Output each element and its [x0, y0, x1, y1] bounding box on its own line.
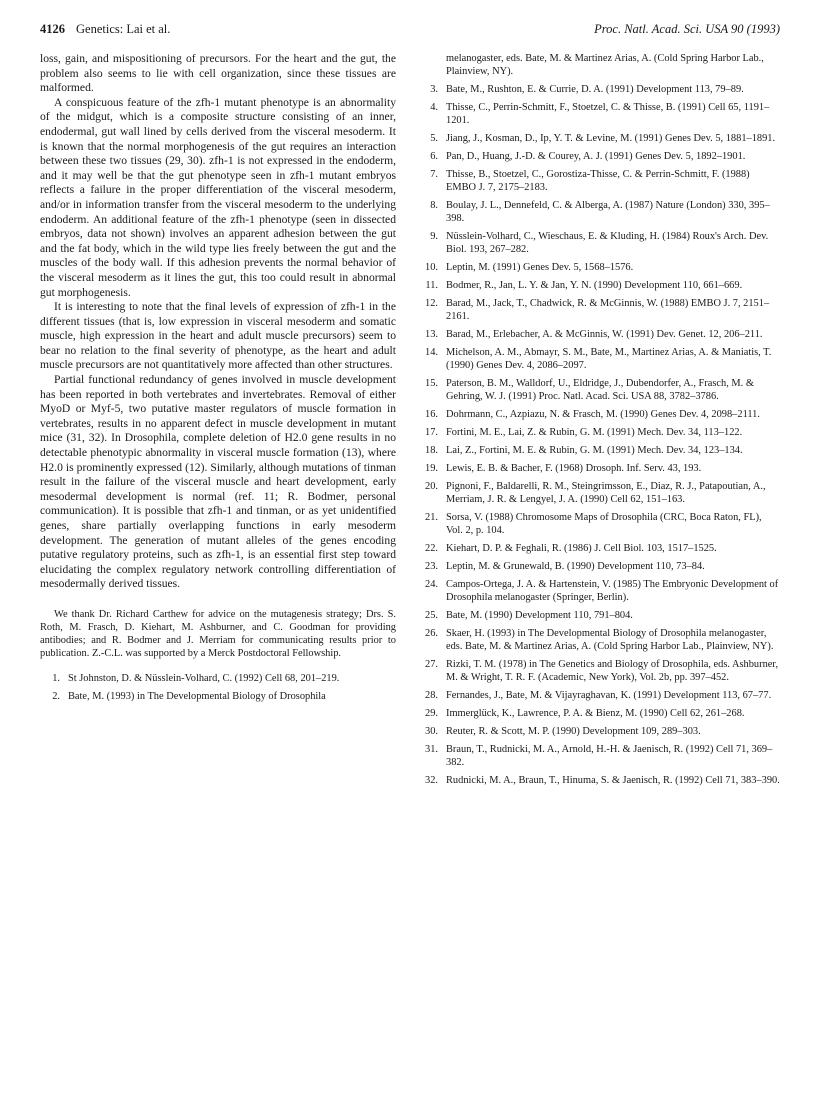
reference-number: 24. [425, 579, 438, 590]
reference-number: 28. [425, 690, 438, 701]
body-paragraph: A conspicuous feature of the zfh-1 mutant phenotype is an abnormality of the midgut, which is a composite structure consisting of an inner, endodermal, gut wall lined by cells derived from the visceral mesoderm. It is known that the normal morphogenesis of the gut requires an interaction between these two tissues (29, 30). zfh-1 is not expressed in the endoderm, and it may well be that the gut phenotype seen in zfh-1 mutant embryos reflects a failure in the proper differentiation of the visceral mesoderm, and/or in information transfer from the visceral mesoderm to the underlying endoderm. An additional feature of the zfh-1 phenotype (seen in dissected embryos, data not shown) involves an apparent adhesion between the gut and the fat body, which in the wild type lies freely between the gut and the muscles of the body wall. If this adhesion prevents the normal behavior of the visceral mesoderm as it lines the gut, this too could result in abnormal gut morphogenesis. [40, 95, 396, 299]
reference-text: Skaer, H. (1993) in The Developmental Biology of Drosophila melanogaster, eds. Bate, M. & Martinez Arias, A. (Cold Spring Harbor Lab., Plainview, NY). [446, 628, 774, 652]
reference-number: 21. [425, 512, 438, 523]
reference-item [40, 690, 396, 703]
reference-number: 14. [425, 347, 438, 358]
left-column [40, 52, 396, 708]
reference-text: Pan, D., Huang, J.-D. & Courey, A. J. (1991) Genes Dev. 5, 1892–1901. [446, 151, 746, 162]
reference-text: Lai, Z., Fortini, M. E. & Rubin, G. M. (1991) Mech. Dev. 34, 123–134. [446, 445, 743, 456]
reference-text: Leptin, M. (1991) Genes Dev. 5, 1568–1576. [446, 262, 634, 273]
reference-item [418, 609, 780, 622]
reference-number: 19. [425, 463, 438, 474]
reference-text: Immerglück, K., Lawrence, P. A. & Bienz, M. (1990) Cell 62, 261–268. [446, 708, 745, 719]
reference-item [418, 743, 780, 769]
reference-text: Bate, M., Rushton, E. & Currie, D. A. (1991) Development 113, 79–89. [446, 84, 744, 95]
reference-item [418, 52, 780, 78]
reference-text: Barad, M., Jack, T., Chadwick, R. & McGinnis, W. (1988) EMBO J. 7, 2151–2161. [446, 298, 770, 322]
page-number: 4126 [40, 22, 65, 36]
reference-number: 20. [425, 481, 438, 492]
reference-item [418, 542, 780, 555]
reference-text: Campos-Ortega, J. A. & Hartenstein, V. (1985) The Embryonic Development of Drosophila melanogaster (Springer, Berlin). [446, 579, 779, 603]
reference-item [418, 230, 780, 256]
reference-item [418, 658, 780, 684]
reference-number: 11. [425, 280, 438, 291]
reference-number: 16. [425, 409, 438, 420]
reference-text: Bate, M. (1990) Development 110, 791–804. [446, 610, 633, 621]
reference-text: melanogaster, eds. Bate, M. & Martinez Arias, A. (Cold Spring Harbor Lab., Plainview, NY). [446, 53, 764, 77]
reference-text: Braun, T., Rudnicki, M. A., Arnold, H.-H. & Jaenisch, R. (1992) Cell 71, 369–382. [446, 744, 773, 768]
reference-item [418, 444, 780, 457]
reference-item [418, 279, 780, 292]
reference-item [418, 462, 780, 475]
reference-text: Thisse, B., Stoetzel, C., Gorostiza-Thisse, C. & Perrin-Schmitt, F. (1988) EMBO J. 7, 2175–2183. [446, 169, 750, 193]
reference-list-left [40, 672, 396, 703]
reference-item [418, 83, 780, 96]
reference-item [418, 725, 780, 738]
reference-item [40, 672, 396, 685]
reference-item [418, 707, 780, 720]
reference-number: 31. [425, 744, 438, 755]
reference-text: Nüsslein-Volhard, C., Wieschaus, E. & Kluding, H. (1984) Roux's Arch. Dev. Biol. 193, 267–282. [446, 231, 769, 255]
reference-item [418, 480, 780, 506]
reference-item [418, 377, 780, 403]
reference-number: 4. [430, 102, 438, 113]
reference-text: Bate, M. (1993) in The Developmental Biology of Drosophila [68, 690, 326, 702]
reference-number: 7. [430, 169, 438, 180]
reference-text: Kiehart, D. P. & Feghali, R. (1986) J. Cell Biol. 103, 1517–1525. [446, 543, 717, 554]
reference-number: 30. [425, 726, 438, 737]
reference-number: 23. [425, 561, 438, 572]
reference-text: St Johnston, D. & Nüsslein-Volhard, C. (1992) Cell 68, 201–219. [68, 672, 340, 684]
reference-item [418, 297, 780, 323]
reference-number: 25. [425, 610, 438, 621]
reference-number: 10. [425, 262, 438, 273]
reference-item [418, 689, 780, 702]
reference-number: 26. [425, 628, 438, 639]
reference-number: 8. [430, 200, 438, 211]
reference-number: 15. [425, 378, 438, 389]
reference-number: 3. [430, 84, 438, 95]
journal-citation: Proc. Natl. Acad. Sci. USA 90 (1993) [594, 22, 780, 36]
running-title: Genetics: Lai et al. [76, 22, 171, 36]
reference-item [418, 328, 780, 341]
reference-text: Jiang, J., Kosman, D., Ip, Y. T. & Levine, M. (1991) Genes Dev. 5, 1881–1891. [446, 133, 776, 144]
reference-text: Dohrmann, C., Azpiazu, N. & Frasch, M. (1990) Genes Dev. 4, 2098–2111. [446, 409, 760, 420]
reference-text: Rudnicki, M. A., Braun, T., Hinuma, S. & Jaenisch, R. (1992) Cell 71, 383–390. [446, 775, 780, 786]
right-column [418, 52, 780, 792]
body-paragraph: loss, gain, and mispositioning of precursors. For the heart and the gut, the problem also seems to lie with cell organization, since these tissues are malformed. [40, 52, 396, 95]
reference-item [418, 261, 780, 274]
reference-number: 6. [430, 151, 438, 162]
reference-item [418, 408, 780, 421]
reference-number: 9. [430, 231, 438, 242]
page-header [40, 22, 780, 42]
reference-item [418, 511, 780, 537]
body-paragraph: Partial functional redundancy of genes involved in muscle development has been reported in both vertebrates and invertebrates. Removal of either MyoD or Myf-5, two putative master regulators of muscle formation in vertebrates, results in no apparent defect in muscle development in mutant mice (31, 32). In Drosophila, complete deletion of H2.0 gene results in no detectable phenotypic abnormality in visceral muscle formation (13), where H2.0 is prominently expressed (12). Similarly, although mutations of tinman result in the failure of the visceral muscle and heart development, early mesodermal development is normal (ref. 11; R. Bodmer, personal communication). It is possible that zfh-1 and tinman, or as yet unidentified genes, share partially overlapping functions in early mesoderm development. The generation of mutant alleles of the genes encoding putative regulatory proteins, such as zfh-1, is an essential first step toward elucidating the complex regulatory network controlling differentiation of mesodermally derived tissues. [40, 373, 396, 591]
reference-text: Fortini, M. E., Lai, Z. & Rubin, G. M. (1991) Mech. Dev. 34, 113–122. [446, 427, 743, 438]
reference-text: Barad, M., Erlebacher, A. & McGinnis, W. (1991) Dev. Genet. 12, 206–211. [446, 329, 763, 340]
reference-number: 27. [425, 659, 438, 670]
reference-text: Sorsa, V. (1988) Chromosome Maps of Drosophila (CRC, Boca Raton, FL), Vol. 2, p. 104. [446, 512, 762, 536]
reference-number: 17. [425, 427, 438, 438]
reference-text: Fernandes, J., Bate, M. & Vijayraghavan, K. (1991) Development 113, 67–77. [446, 690, 772, 701]
reference-text: Paterson, B. M., Walldorf, U., Eldridge, J., Dubendorfer, A., Frasch, M. & Gehring, W. J. (1991) Proc. Natl. Acad. Sci. USA 88, 3782–3786. [446, 378, 754, 402]
reference-number: 29. [425, 708, 438, 719]
acknowledgment: We thank Dr. Richard Carthew for advice on the mutagenesis strategy; Drs. S. Roth, M. Frasch, D. Kiehart, M. Ashburner, and C. Goodman for providing antibodies; and R. Bodmer and J. Merriam for communicating results prior to publication. Z.-C.L. was supported by a Merck Postdoctoral Fellowship. [40, 608, 396, 659]
reference-item [418, 346, 780, 372]
reference-text: Thisse, C., Perrin-Schmitt, F., Stoetzel, C. & Thisse, B. (1991) Cell 65, 1191–1201. [446, 102, 770, 126]
reference-text: Pignoni, F., Baldarelli, R. M., Steingrimsson, E., Diaz, R. J., Patapoutian, A., Merriam, J. R. & Lengyel, J. A. (1990) Cell 62, 151–163. [446, 481, 766, 505]
reference-item [418, 426, 780, 439]
reference-number: 12. [425, 298, 438, 309]
reference-number: 22. [425, 543, 438, 554]
reference-text: Michelson, A. M., Abmayr, S. M., Bate, M., Martinez Arias, A. & Maniatis, T. (1990) Genes Dev. 4, 2086–2097. [446, 347, 772, 371]
body-paragraph: It is interesting to note that the final levels of expression of zfh-1 in the different tissues (that is, low expression in visceral mesoderm and somatic muscle, high expression in the heart and adult muscle precursors) seem to bear no relation to the final severity of phenotype, as the heart and adult muscle precursors are not quantitatively more affected than other structures. [40, 300, 396, 372]
reference-text: Rizki, T. M. (1978) in The Genetics and Biology of Drosophila, eds. Ashburner, M. & Wright, T. R. F. (Academic, New York), Vol. 2b, pp. 397–452. [446, 659, 779, 683]
reference-text: Leptin, M. & Grunewald, B. (1990) Development 110, 73–84. [446, 561, 705, 572]
reference-text: Bodmer, R., Jan, L. Y. & Jan, Y. N. (1990) Development 110, 661–669. [446, 280, 743, 291]
reference-number: 18. [425, 445, 438, 456]
reference-item [418, 560, 780, 573]
reference-list-right [418, 52, 780, 787]
reference-item [418, 101, 780, 127]
reference-number: 2. [52, 690, 60, 702]
reference-item [418, 199, 780, 225]
reference-item [418, 774, 780, 787]
reference-number: 5. [430, 133, 438, 144]
reference-item [418, 168, 780, 194]
reference-number: 13. [425, 329, 438, 340]
reference-text: Reuter, R. & Scott, M. P. (1990) Development 109, 289–303. [446, 726, 701, 737]
reference-item [418, 132, 780, 145]
reference-text: Boulay, J. L., Dennefeld, C. & Alberga, A. (1987) Nature (London) 330, 395–398. [446, 200, 770, 224]
reference-item [418, 578, 780, 604]
reference-number: 32. [425, 775, 438, 786]
reference-item [418, 627, 780, 653]
reference-text: Lewis, E. B. & Bacher, F. (1968) Drosoph. Inf. Serv. 43, 193. [446, 463, 702, 474]
reference-number: 1. [52, 672, 60, 684]
reference-item [418, 150, 780, 163]
